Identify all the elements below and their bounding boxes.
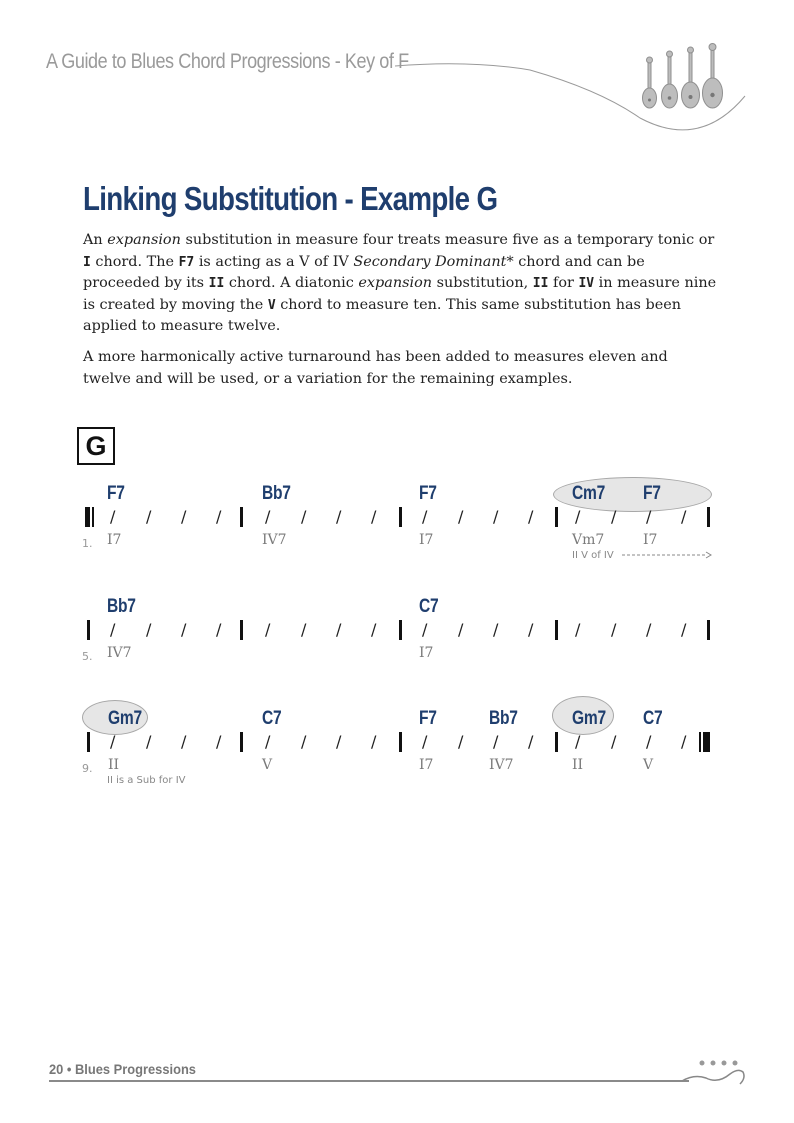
barline (399, 507, 402, 527)
roman-numeral: I7 (419, 532, 434, 548)
measure-number: 9. (82, 762, 93, 775)
beat-slash: / (301, 507, 307, 526)
beat-slash: / (493, 620, 499, 639)
beat-slash: / (528, 620, 534, 639)
barline (240, 507, 243, 527)
beat-slash: / (681, 732, 687, 751)
barline (240, 732, 243, 752)
beat-slash: / (301, 620, 307, 639)
roman-numeral: I7 (107, 532, 122, 548)
beat-slash: / (422, 620, 428, 639)
header-title: A Guide to Blues Chord Progressions - Key of F (46, 50, 409, 73)
footer-bullet: • (66, 1061, 72, 1077)
section-name: Blues Progressions (75, 1061, 196, 1077)
roman-numeral: IV7 (489, 757, 514, 773)
beat-slash: / (371, 732, 377, 751)
beat-slash: / (110, 507, 116, 526)
beat-slash: / (181, 507, 187, 526)
beat-slash: / (575, 507, 581, 526)
roman-numeral: V (643, 757, 654, 773)
beat-slash: / (110, 732, 116, 751)
beat-slash: / (458, 732, 464, 751)
roman-numeral: Vm7 (572, 532, 605, 548)
beat-slash: / (646, 732, 652, 751)
barline (87, 732, 90, 752)
roman-numeral: II (108, 757, 120, 773)
beat-slash: / (146, 620, 152, 639)
barline (555, 620, 558, 640)
chord-symbol: F7 (107, 483, 125, 504)
roman-numeral: V (262, 757, 273, 773)
barline (240, 620, 243, 640)
beat-slash: / (216, 620, 222, 639)
barline (707, 507, 710, 527)
arrow-right-icon (620, 550, 715, 560)
chord-symbol: C7 (262, 708, 282, 729)
barline (703, 732, 708, 752)
chord-symbol: Gm7 (108, 708, 142, 729)
beat-slash: / (265, 732, 271, 751)
roman-numeral: IV7 (107, 645, 132, 661)
beat-slash: / (216, 507, 222, 526)
beat-slash: / (528, 507, 534, 526)
beat-slash: / (336, 507, 342, 526)
beat-slash: / (422, 732, 428, 751)
footer-swoosh-icon (680, 1056, 750, 1088)
beat-slash: / (681, 620, 687, 639)
beat-slash: / (646, 620, 652, 639)
page-heading: Linking Substitution - Example G (83, 180, 498, 217)
beat-slash: / (611, 732, 617, 751)
chord-symbol: Bb7 (489, 708, 518, 729)
barline (699, 732, 701, 752)
beat-slash: / (336, 732, 342, 751)
analysis-note: II is a Sub for IV (107, 775, 186, 786)
beat-slash: / (611, 620, 617, 639)
beat-slash: / (181, 732, 187, 751)
beat-slash: / (458, 507, 464, 526)
footer-divider (49, 1080, 689, 1082)
chord-symbol: F7 (643, 483, 661, 504)
paragraph-1: An expansion substitution in measure four treats measure five as a temporary tonic or I chord. The F7 is acting as a V of IV Secondary Dominant* chord and can be proceeded by its II chord. A diatonic expansion substitution, II for IV in measure nine is created by moving the V chord to measure ten. This same substitution has been applied to measure twelve. (83, 232, 717, 334)
page-number: 20 (49, 1061, 64, 1077)
beat-slash: / (458, 620, 464, 639)
beat-slash: / (646, 507, 652, 526)
example-label: G (77, 427, 115, 465)
beat-slash: / (493, 507, 499, 526)
chord-symbol: Bb7 (107, 596, 136, 617)
roman-numeral: I7 (419, 757, 434, 773)
barline (85, 507, 89, 527)
chord-symbol: C7 (419, 596, 439, 617)
beat-slash: / (575, 620, 581, 639)
beat-slash: / (575, 732, 581, 751)
barline (555, 732, 558, 752)
beat-slash: / (110, 620, 116, 639)
chord-symbol: F7 (419, 708, 437, 729)
beat-slash: / (611, 507, 617, 526)
footer-label (49, 1061, 196, 1077)
barline (92, 507, 94, 527)
barline (399, 732, 402, 752)
beat-slash: / (336, 620, 342, 639)
beat-slash: / (528, 732, 534, 751)
measure-number: 1. (82, 537, 93, 550)
paragraph-2: A more harmonically active turnaround has been added to measures eleven and twelve and will be used, or a variation for the remaining examples. (83, 349, 668, 387)
roman-numeral: II (572, 757, 584, 773)
barline (555, 507, 558, 527)
chord-symbol: Bb7 (262, 483, 291, 504)
barline (707, 620, 710, 640)
chord-symbol: C7 (643, 708, 663, 729)
beat-slash: / (146, 507, 152, 526)
roman-numeral: I7 (643, 532, 658, 548)
beat-slash: / (371, 620, 377, 639)
beat-slash: / (681, 507, 687, 526)
beat-slash: / (422, 507, 428, 526)
roman-numeral: I7 (419, 645, 434, 661)
chord-symbol: Cm7 (572, 483, 606, 504)
roman-numeral: IV7 (262, 532, 287, 548)
chord-symbol: F7 (419, 483, 437, 504)
measure-number: 5. (82, 650, 93, 663)
chord-symbol: Gm7 (572, 708, 606, 729)
beat-slash: / (493, 732, 499, 751)
beat-slash: / (216, 732, 222, 751)
beat-slash: / (301, 732, 307, 751)
beat-slash: / (265, 620, 271, 639)
barline (87, 620, 90, 640)
barline (399, 620, 402, 640)
analysis-note: II V of IV (572, 550, 614, 561)
beat-slash: / (371, 507, 377, 526)
beat-slash: / (146, 732, 152, 751)
beat-slash: / (181, 620, 187, 639)
beat-slash: / (265, 507, 271, 526)
